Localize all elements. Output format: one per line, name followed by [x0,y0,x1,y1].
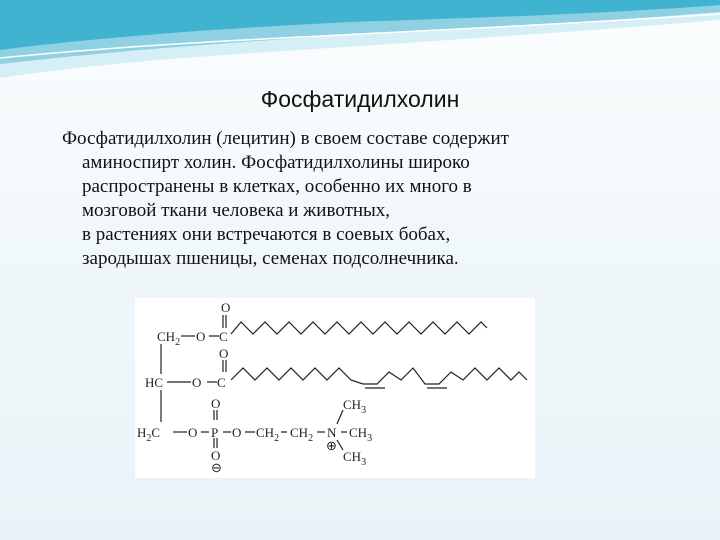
atom-label: $CH_2$ [157,329,181,348]
body-line: зародышах пшеницы, семенах подсолнечника. [82,248,459,269]
atom-label: HC [145,375,164,390]
atom-label: C [217,375,226,390]
atom-label: O [232,425,242,440]
charge-label: ⊕ [326,438,337,453]
atom-label: $CH_3$ [343,397,367,416]
page-title: Фосфатидилхолин [260,86,460,112]
atom-label: C [219,329,228,344]
body-line: в растениях они встречаются в соевых бобах, [82,224,451,245]
atom-label: P [211,425,219,440]
atom-label: O [211,396,221,411]
atom-label: N [327,425,337,440]
atom-label: O [221,300,231,315]
atom-label: $H_2C$ [137,425,161,444]
atom-label: $CH_2$ [256,425,280,444]
charge-label: ⊖ [211,460,222,475]
atom-label: O [211,448,221,463]
atom-label: $CH_3$ [349,425,373,444]
body-paragraph [62,127,702,271]
top-wave-banner [0,0,720,90]
atom-label: $CH_2$ [290,425,314,444]
phosphatidylcholine-structural-formula [135,298,535,478]
atom-label: O [196,329,206,344]
atom-label: $CH_3$ [343,449,367,468]
body-line: распространены в клетках, особенно их много в [82,176,472,197]
body-line: мозговой ткани человека и животных, [82,200,391,221]
atom-label: O [188,425,198,440]
atom-label: O [219,346,229,361]
body-line: аминоспирт холин. Фосфатидилхолины широко [82,152,470,173]
atom-label: O [192,375,202,390]
body-line: Фосфатидилхолин (лецитин) в своем составе содержит [62,128,509,149]
